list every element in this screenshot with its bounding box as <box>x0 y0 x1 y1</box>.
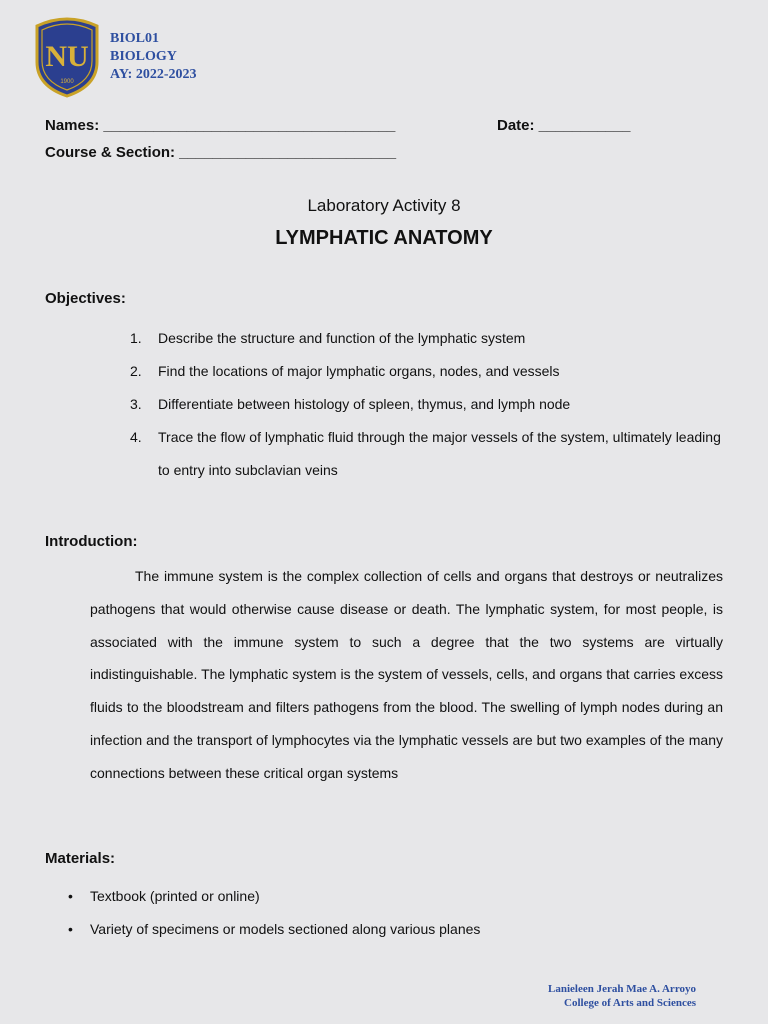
introduction-heading: Introduction: <box>45 533 138 550</box>
college-name: College of Arts and Sciences <box>564 997 696 1009</box>
list-item: • Variety of specimens or models sectioned along various planes <box>68 913 480 946</box>
materials-heading: Materials: <box>45 850 116 867</box>
footer <box>548 982 696 1010</box>
course-section-field[interactable]: Course & Section: __________________________ <box>45 144 397 161</box>
course-code: BIOL01 <box>110 31 160 46</box>
date-field[interactable]: Date: ___________ <box>497 117 631 134</box>
svg-text:1900: 1900 <box>60 79 74 85</box>
list-item: 4. Trace the flow of lymphatic fluid through the major vessels of the system, ultimately leading to entry into subclavian veins <box>130 429 721 478</box>
names-field[interactable]: Names: ___________________________________ <box>45 117 396 134</box>
list-item: 3. Differentiate between histology of spleen, thymus, and lymph node <box>130 396 571 412</box>
objectives-list <box>130 322 725 487</box>
course-info <box>110 30 196 84</box>
introduction-text: The immune system is the complex collection of cells and organs that destroys or neutralizes pathogens that would otherwise cause disease or death. The lymphatic system, for most people, is associated with the immune system to such a degree that the two systems are virtually indistinguishable. The lymphatic system is the system of vessels, cells, and organs that carries excess fluids to the bloodstream and filters pathogens from the blood. The swelling of lymph nodes during an infection and the transport of lymphocytes via the lymphatic vessels are but two examples of the many connections between these critical organ systems <box>90 568 723 781</box>
materials-list <box>68 880 480 946</box>
svg-text:NU: NU <box>45 40 89 73</box>
bullet-icon: • <box>68 921 73 937</box>
list-item: 1. Describe the structure and function of the lymphatic system <box>130 330 526 346</box>
bullet-icon: • <box>68 888 73 904</box>
objectives-heading: Objectives: <box>45 290 126 307</box>
list-item: • Textbook (printed or online) <box>68 880 480 913</box>
university-logo <box>33 14 101 98</box>
academic-year: AY: 2022-2023 <box>110 67 197 82</box>
activity-subtitle: Laboratory Activity 8 <box>307 196 461 215</box>
page-title: LYMPHATIC ANATOMY <box>275 227 493 249</box>
course-name: BIOLOGY <box>110 49 177 64</box>
author-name: Lanieleen Jerah Mae A. Arroyo <box>548 983 696 995</box>
list-item: 2. Find the locations of major lymphatic organs, nodes, and vessels <box>130 363 560 379</box>
